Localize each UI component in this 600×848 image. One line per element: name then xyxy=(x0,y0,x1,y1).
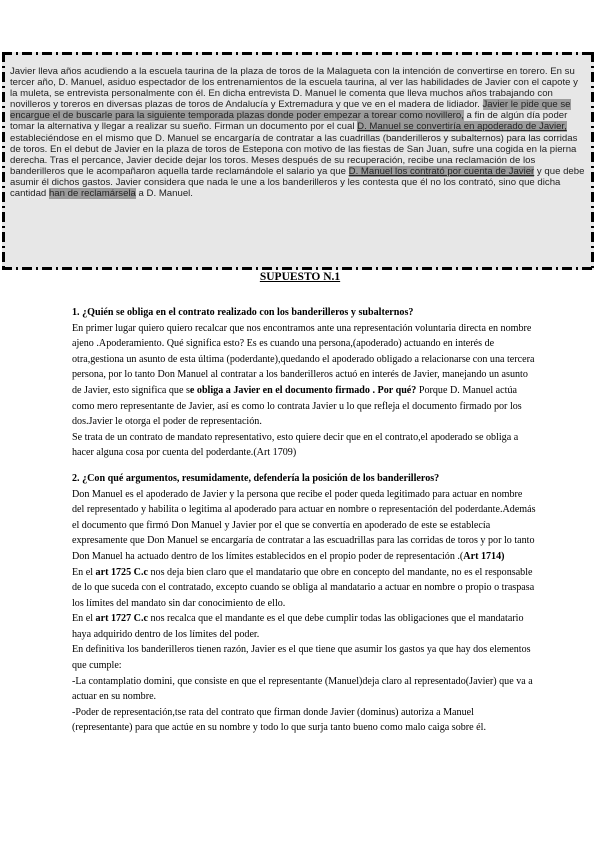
answer-2-paragraph-3 xyxy=(72,611,536,642)
answer-bold: art 1727 C.c xyxy=(95,613,148,625)
case-text-part: Javier lleva años acudiendo a la escuela taurina de la plaza de toros de la Malagueta con la intención de convertirse en torero. En su tercer año, D. Manuel, asiduo espectador de los entrenamientos de la escuela taurina, al ver las habilidades de Javier con el capote y la muleta, se entrevista personalmente con él. En dicha entrevista D. Manuel le comenta que lleva muchos años trabajando con novilleros y toreros en diversas plazas de toros de Andalucía y Extremadura y que ve en el madera de lidiador. xyxy=(10,66,578,111)
answer-bold: art 1725 C.c xyxy=(95,566,148,578)
answer-text: En el xyxy=(72,566,96,578)
answer-text: En primer lugar quiero quiero recalcar que nos encontramos ante una representación voluntaria directa en nombre ajeno .Apoderamiento. Qué significa esto? Es es cuando una persona,(apoderado) actuando en interés de otra,gestiona un asunto de esta última (poderdante),quedando el apoderado obligado a relacionarse con una tercera persona, por lo tanto Don Manuel al contratar a los banderilleros actuó en interés de Javier, manejando un asunto de Javier, esto significa que s xyxy=(72,322,535,396)
answer-1-paragraph xyxy=(72,321,536,430)
answer-bold: Art 1714) xyxy=(463,550,505,562)
answer-text: nos recalca que el mandante es el que debe cumplir todas las obligaciones que el mandatario haya adquirido dentro de los límites del poder. xyxy=(72,613,524,640)
answer-text: En el xyxy=(72,613,96,625)
question-1: 1. ¿Quién se obliga en el contrato realizado con los banderilleros y subalternos? xyxy=(72,307,414,318)
case-text-part: a fin de algún día poder tomar la alternativa y llegar a realizar su sueño. Firman un documento por el cual xyxy=(10,110,568,133)
answer-1-paragraph-2: Se trata de un contrato de mandato representativo, esto quiere decir que en el contrato,el apoderado se obliga a hacer alguna cosa por cuenta del poderdante.(Art 1709) xyxy=(72,431,519,459)
page-title: SUPUESTO N.1 xyxy=(259,271,341,283)
case-statement-box xyxy=(2,52,594,270)
answer-2-paragraph xyxy=(72,487,536,565)
dashed-border-bottom xyxy=(2,267,594,270)
answer-2-paragraph-5: -La contamplatio domini, que consiste en que el representante (Manuel)deja claro al representado(Javier) que va a actuar en su nombre. xyxy=(72,675,533,703)
case-highlight: D. Manuel se convertiría en apoderado de Javier, xyxy=(357,121,567,133)
case-text-part: estableciéndose en el mismo que D. Manuel se encargaría de contratar a las cuadrillas (banderilleros y subalternos) para las corridas de toros. En el debut de Javier en la plaza de toros de Estepona con motivo de las fiestas de San Juan, sufre una cogida en la pierna derecha. Tras el percance, Javier decide dejar los toros. Meses después de su recuperación, recibe una reclamación de los banderilleros que le acompañaron aquella tarde reclamándole el salario ya que xyxy=(10,132,578,177)
case-highlight: D. Manuel los contrató por cuenta de Javier xyxy=(348,165,535,177)
case-text-part: a D. Manuel. xyxy=(135,188,193,200)
case-text-part: y que debe asumir él dichos gastos. Javier considera que nada le une a los banderilleros y les contesta que él no los contrató, sino que dicha cantidad xyxy=(10,165,585,200)
answer-2-paragraph-2 xyxy=(72,565,536,612)
dashed-border-top xyxy=(2,52,594,55)
dashed-border-right xyxy=(591,52,594,270)
answers-body xyxy=(72,305,536,736)
spacer xyxy=(72,461,536,471)
answer-text: Don Manuel es el apoderado de Javier y la persona que recibe el poder queda legitimado para actuar en nombre del representado y habilita o legitima al apoderado para actuar en nombre o representación del poderdante.Además el documento que firmó Don Manuel y Javier por el que se convertía en apoderado de este se establecía expresamente que Don Manuel se encargaría de contratar a las escuadrillas para las corridas de toros y por lo tanto Don Manuel ha actuado dentro de los límites establecidos en el propio poder de representación .( xyxy=(72,488,536,562)
answer-bold: e obliga a Javier en el documento firmado . Por qué? xyxy=(189,384,417,396)
question-2: 2. ¿Con qué argumentos, resumidamente, defendería la posición de los banderilleros? xyxy=(72,472,440,484)
answer-2-paragraph-4: En definitiva los banderilleros tienen razón, Javier es el que tiene que asumir los gastos ya que hay dos elementos que cumple: xyxy=(72,644,531,672)
case-highlight: han de reclamársela xyxy=(48,188,136,200)
answer-text: nos deja bien claro que el mandatario que obre en concepto del mandante, no es el responsable de lo que suceda con el contratado, excepto cuando se obliga al mandatario a actuar en nombre o propio o traspasa los límites del mandato sin dar conocimiento de ello. xyxy=(72,566,535,609)
case-highlight: Javier le pide que se encargue el de buscarle para la siguiente temporada plazas donde poder empezar a torear como novillero, xyxy=(10,99,571,122)
case-text xyxy=(10,66,588,199)
answer-2-paragraph-6: -Poder de representación,tse rata del contrato que firman donde Javier (dominus) autoriza a Manuel (representante) para que actúe en su nombre y todo lo que surja tanto bueno como malo caiga sobre él. xyxy=(72,706,486,734)
dashed-border-left xyxy=(2,52,5,270)
answer-text: Porque D. Manuel actúa como mero representante de Javier, así es como lo contrata Javier u lo que refleja el documento firmado por los dos.Javier le otorga el poder de representación. xyxy=(72,384,522,428)
